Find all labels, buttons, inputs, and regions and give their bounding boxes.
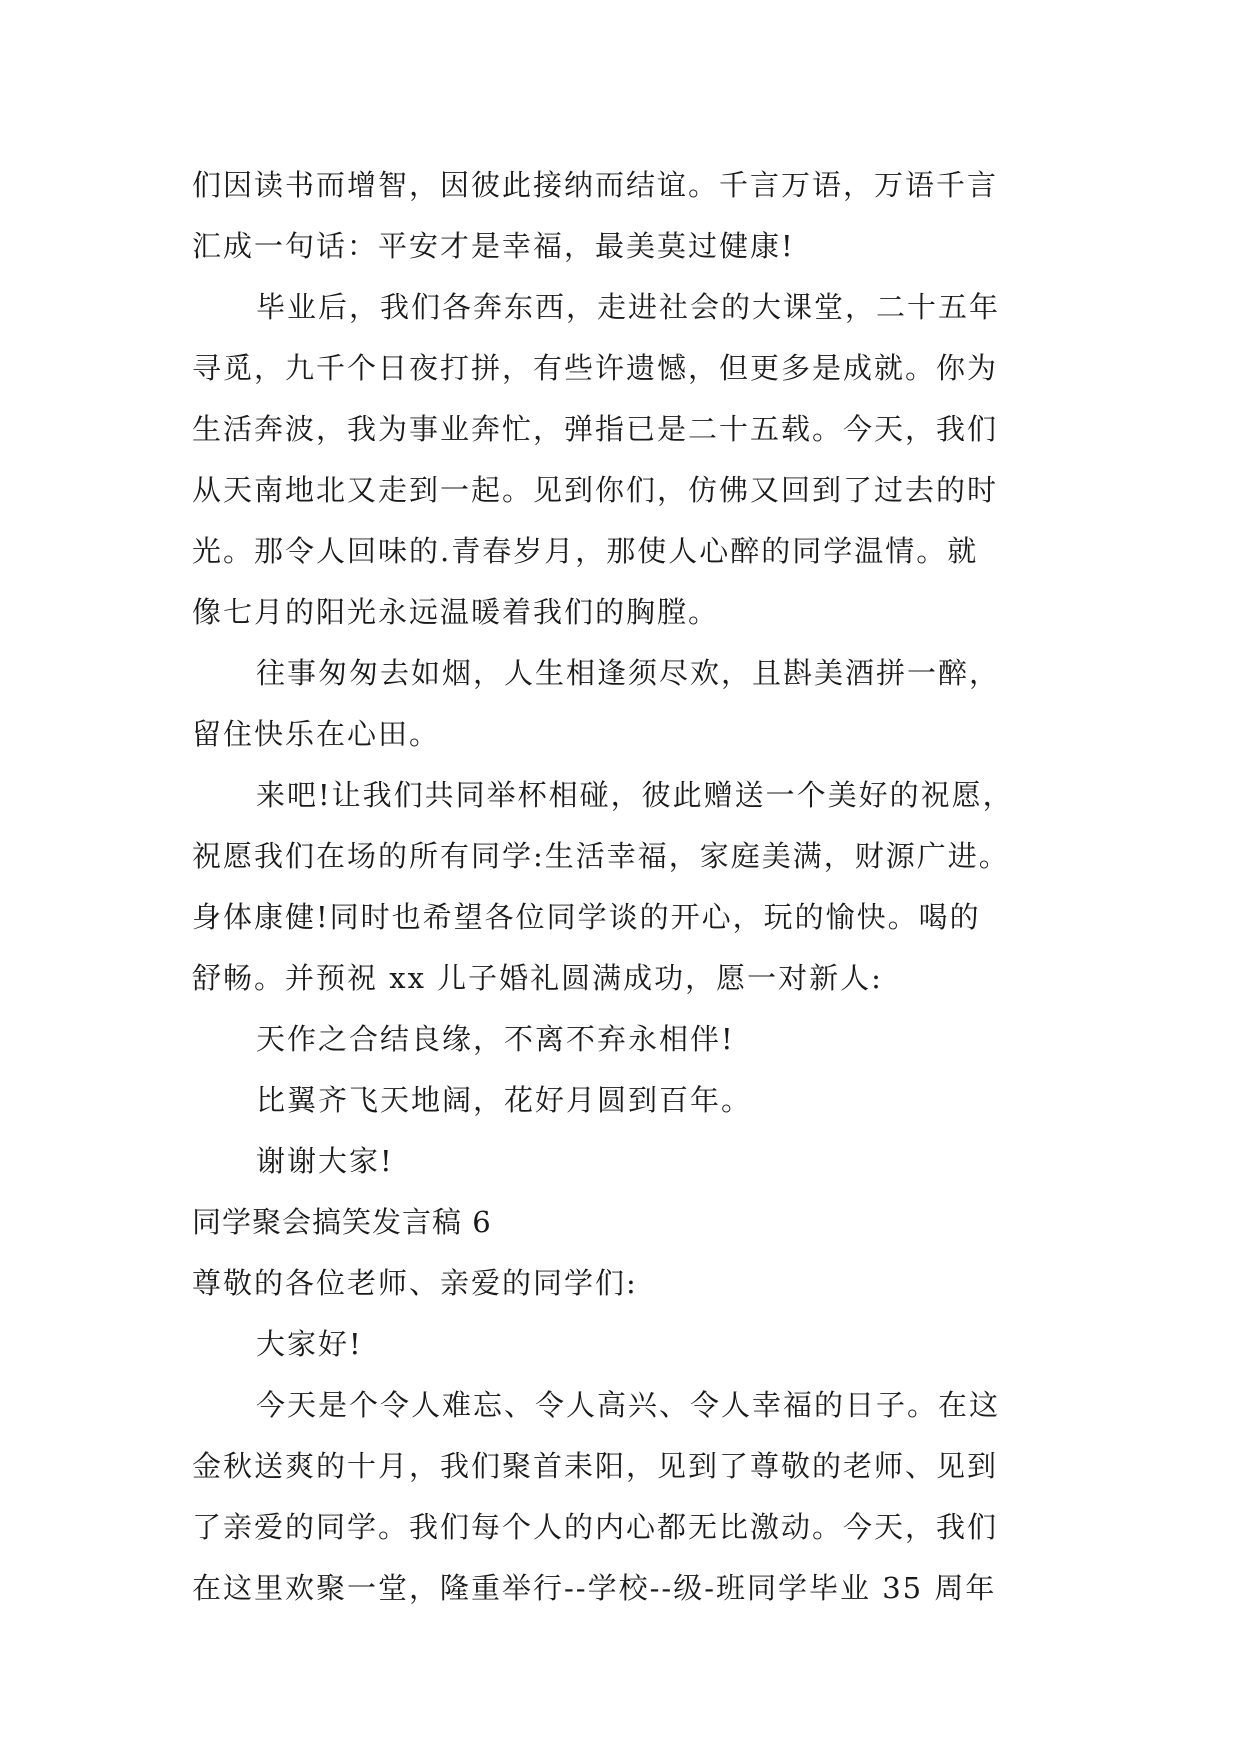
text-line: 在这里欢聚一堂，隆重举行--学校--级-班同学毕业 35 周年 — [192, 1571, 997, 1605]
section-heading: 同学聚会搞笑发言稿 6 — [192, 1205, 492, 1239]
text-line: 金秋送爽的十月，我们聚首耒阳，见到了尊敬的老师、见到 — [192, 1449, 999, 1483]
text-line: 从天南地北又走到一起。见到你们，仿佛又回到了过去的时 — [192, 473, 999, 507]
text-line: 留住快乐在心田。 — [192, 717, 441, 751]
text-line: 身体康健!同时也希望各位同学谈的开心，玩的愉快。喝的 — [192, 900, 981, 934]
text-line: 谢谢大家! — [256, 1144, 394, 1178]
text-line: 像七月的阳光永远温暖着我们的胸膛。 — [192, 595, 720, 629]
text-line: 寻觅，九千个日夜打拼，有些许遗憾，但更多是成就。你为 — [192, 351, 999, 385]
document-body — [192, 155, 1052, 1619]
text-line: 舒畅。并预祝 xx 儿子婚礼圆满成功，愿一对新人: — [192, 961, 883, 995]
text-line: 毕业后，我们各奔东西，走进社会的大课堂，二十五年 — [256, 290, 1001, 324]
text-line: 光。那令人回味的.青春岁月，那使人心醉的同学温情。就 — [192, 534, 979, 568]
text-line: 汇成一句话：平安才是幸福，最美莫过健康! — [192, 229, 795, 263]
text-line: 大家好! — [256, 1327, 363, 1361]
text-line: 们因读书而增智，因彼此接纳而结谊。千言万语，万语千言 — [192, 168, 999, 202]
text-line: 了亲爱的同学。我们每个人的内心都无比激动。今天，我们 — [192, 1510, 999, 1544]
salutation-line: 尊敬的各位老师、亲爱的同学们: — [192, 1266, 638, 1300]
text-line: 比翼齐飞天地阔，花好月圆到百年。 — [256, 1083, 753, 1117]
text-line: 今天是个令人难忘、令人高兴、令人幸福的日子。在这 — [256, 1388, 1001, 1422]
text-line: 往事匆匆去如烟，人生相逢须尽欢，且斟美酒拼一醉， — [256, 656, 1001, 690]
text-line: 生活奔波，我为事业奔忙，弹指已是二十五载。今天，我们 — [192, 412, 999, 446]
text-line: 来吧!让我们共同举杯相碰，彼此赠送一个美好的祝愿， — [256, 778, 1014, 812]
text-line: 天作之合结良缘，不离不弃永相伴! — [256, 1022, 735, 1056]
text-line: 祝愿我们在场的所有同学:生活幸福，家庭美满，财源广进。 — [192, 839, 1010, 873]
